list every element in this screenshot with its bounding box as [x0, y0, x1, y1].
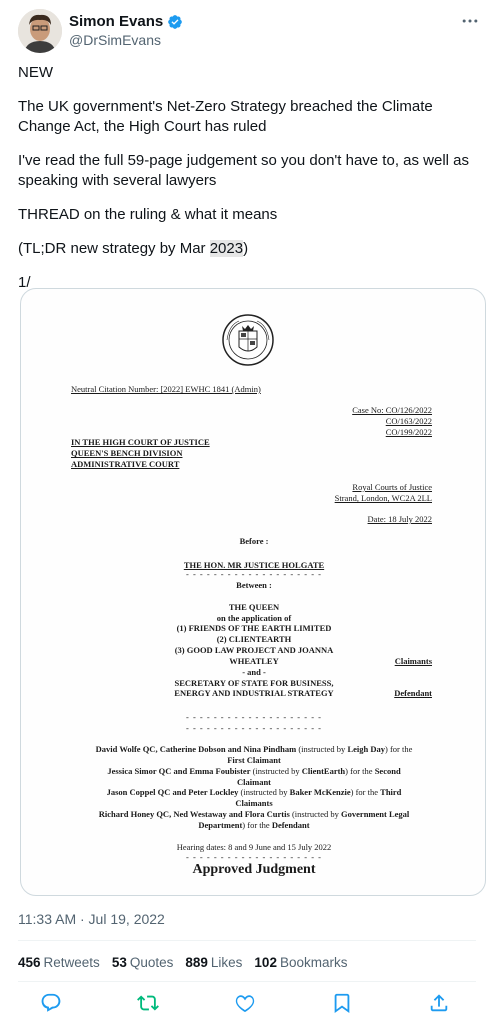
- defendant-line: SECRETARY OF STATE FOR BUSINESS,: [174, 678, 334, 688]
- counsel-text: (instructed by: [296, 744, 348, 754]
- bookmarks-stat[interactable]: [254, 955, 347, 970]
- tweet-actions: [40, 990, 450, 1016]
- tldr-suffix: ): [243, 240, 249, 257]
- tweet-paragraph: I've read the full 59-page judgement so you don't have to, as well as speaking with several lawyers: [18, 152, 474, 189]
- claimants-label: Claimants: [394, 656, 432, 666]
- counsel-party: Third: [380, 787, 402, 797]
- case-no: Case No: CO/126/2022: [352, 405, 432, 415]
- case-no-2: CO/163/2022: [385, 416, 432, 426]
- retweets-count: 456: [18, 955, 41, 970]
- bookmark-icon[interactable]: [331, 992, 353, 1014]
- counsel-line: [21, 787, 486, 797]
- counsel-party: Claimant: [237, 777, 271, 787]
- court-line-3: ADMINISTRATIVE COURT: [71, 459, 180, 469]
- tweet-timestamp[interactable]: 11:33 AM · Jul 19, 2022: [18, 911, 165, 927]
- tweet-paragraph-tldr: [18, 239, 478, 259]
- engagement-stats: [18, 955, 359, 970]
- party-line: THE QUEEN: [228, 602, 280, 612]
- judge-name: THE HON. MR JUSTICE HOLGATE: [183, 560, 325, 570]
- case-no-3: CO/199/2022: [385, 427, 432, 437]
- counsel-party: Second: [374, 766, 401, 776]
- separator: - - - - - - - - - - - - - - - - - - - -: [186, 723, 322, 733]
- likes-stat[interactable]: [185, 955, 242, 970]
- party-line: on the application of: [216, 613, 292, 623]
- counsel-names: David Wolfe QC, Catherine Dobson and Nina Pindham: [95, 744, 297, 754]
- quotes-count: 53: [111, 955, 127, 970]
- likes-label: Likes: [210, 955, 243, 970]
- attached-image[interactable]: [20, 288, 486, 896]
- separator: - - - - - - - - - - - - - - - - - - - -: [186, 852, 322, 862]
- party-line: (2) CLIENTEARTH: [216, 634, 292, 644]
- judgment-date: Date: 18 July 2022: [367, 514, 432, 524]
- retweets-label: Retweets: [43, 955, 100, 970]
- party-line: (3) GOOD LAW PROJECT AND JOANNA: [174, 645, 334, 655]
- divider: [18, 940, 476, 941]
- hearing-dates: Hearing dates: 8 and 9 June and 15 July 2022: [176, 842, 332, 852]
- defendant-label: Defendant: [394, 688, 432, 698]
- counsel-party: First Claimant: [227, 755, 281, 765]
- avatar[interactable]: [18, 9, 62, 53]
- counsel-line: [21, 744, 486, 754]
- court-line-2: QUEEN'S BENCH DIVISION: [71, 448, 183, 458]
- reply-icon[interactable]: [40, 992, 62, 1014]
- counsel-firm: Baker McKenzie: [289, 787, 351, 797]
- counsel-firm: Leigh Day: [347, 744, 385, 754]
- counsel-text: (instructed by: [250, 766, 302, 776]
- divider: [18, 981, 476, 982]
- counsel-firm: Department: [198, 820, 243, 830]
- counsel-line: [21, 820, 486, 830]
- quotes-label: Quotes: [129, 955, 174, 970]
- counsel-text: ) for the: [350, 787, 381, 797]
- party-line: WHEATLEY: [229, 656, 279, 666]
- counsel-line: [21, 809, 486, 819]
- counsel-names: Richard Honey QC, Ned Westaway and Flora Curtis: [98, 809, 290, 819]
- counsel-text: (instructed by: [238, 787, 290, 797]
- tldr-year: 2023: [209, 240, 244, 257]
- tweet-paragraph: The UK government's Net-Zero Strategy breached the Climate Change Act, the High Court has ruled: [18, 98, 437, 135]
- address-2: Strand, London, WC2A 2LL: [334, 493, 432, 503]
- and-line: - and -: [242, 667, 266, 677]
- tweet-header: [18, 9, 482, 55]
- tweet-text: [18, 63, 478, 307]
- counsel-text: ) for the: [345, 766, 375, 776]
- bookmarks-label: Bookmarks: [279, 955, 348, 970]
- bookmarks-count: 102: [254, 955, 277, 970]
- counsel-text: ) for the: [384, 744, 413, 754]
- separator: - - - - - - - - - - - - - - - - - - - -: [186, 712, 322, 722]
- quotes-stat[interactable]: [112, 955, 174, 970]
- counsel-firm: Government Legal: [341, 809, 410, 819]
- counsel-party: Claimants: [235, 798, 273, 808]
- court-line-1: IN THE HIGH COURT OF JUSTICE: [71, 437, 210, 447]
- likes-count: 889: [185, 955, 208, 970]
- tweet-paragraph: THREAD on the ruling & what it means: [18, 206, 278, 223]
- author-name[interactable]: Simon Evans: [69, 13, 164, 30]
- judgment-document: [21, 289, 486, 896]
- counsel-party: Defendant: [271, 820, 310, 830]
- share-icon[interactable]: [428, 992, 450, 1014]
- between-label: Between :: [236, 580, 272, 590]
- like-icon[interactable]: [234, 992, 256, 1014]
- retweet-icon[interactable]: [137, 992, 159, 1014]
- counsel-text: ) for the: [242, 820, 272, 830]
- more-options-icon[interactable]: [460, 11, 480, 31]
- royal-crest-icon: [217, 313, 279, 367]
- verified-badge-icon: [167, 14, 183, 30]
- retweets-stat[interactable]: [18, 955, 100, 970]
- thread-index: 1/: [18, 274, 31, 291]
- counsel-names: Jessica Simor QC and Emma Foubister: [107, 766, 251, 776]
- tldr-prefix: (TL;DR new strategy by Mar: [18, 240, 210, 257]
- address-1: Royal Courts of Justice: [352, 482, 432, 492]
- tweet-paragraph: NEW: [18, 64, 53, 81]
- counsel-text: (instructed by: [289, 809, 342, 819]
- separator: - - - - - - - - - - - - - - - - - - - -: [186, 569, 322, 579]
- citation: Neutral Citation Number: [2022] EWHC 1841 (Admin): [71, 384, 261, 394]
- defendant-line: ENERGY AND INDUSTRIAL STRATEGY: [174, 688, 334, 698]
- approved-judgment: Approved Judgment: [192, 862, 316, 877]
- party-line: (1) FRIENDS OF THE EARTH LIMITED: [176, 623, 332, 633]
- counsel-line: [21, 766, 486, 776]
- counsel-names: Jason Coppel QC and Peter Lockley: [106, 787, 239, 797]
- before-label: Before :: [239, 536, 269, 546]
- counsel-firm: ClientEarth: [301, 766, 346, 776]
- author-handle[interactable]: @DrSimEvans: [69, 32, 162, 48]
